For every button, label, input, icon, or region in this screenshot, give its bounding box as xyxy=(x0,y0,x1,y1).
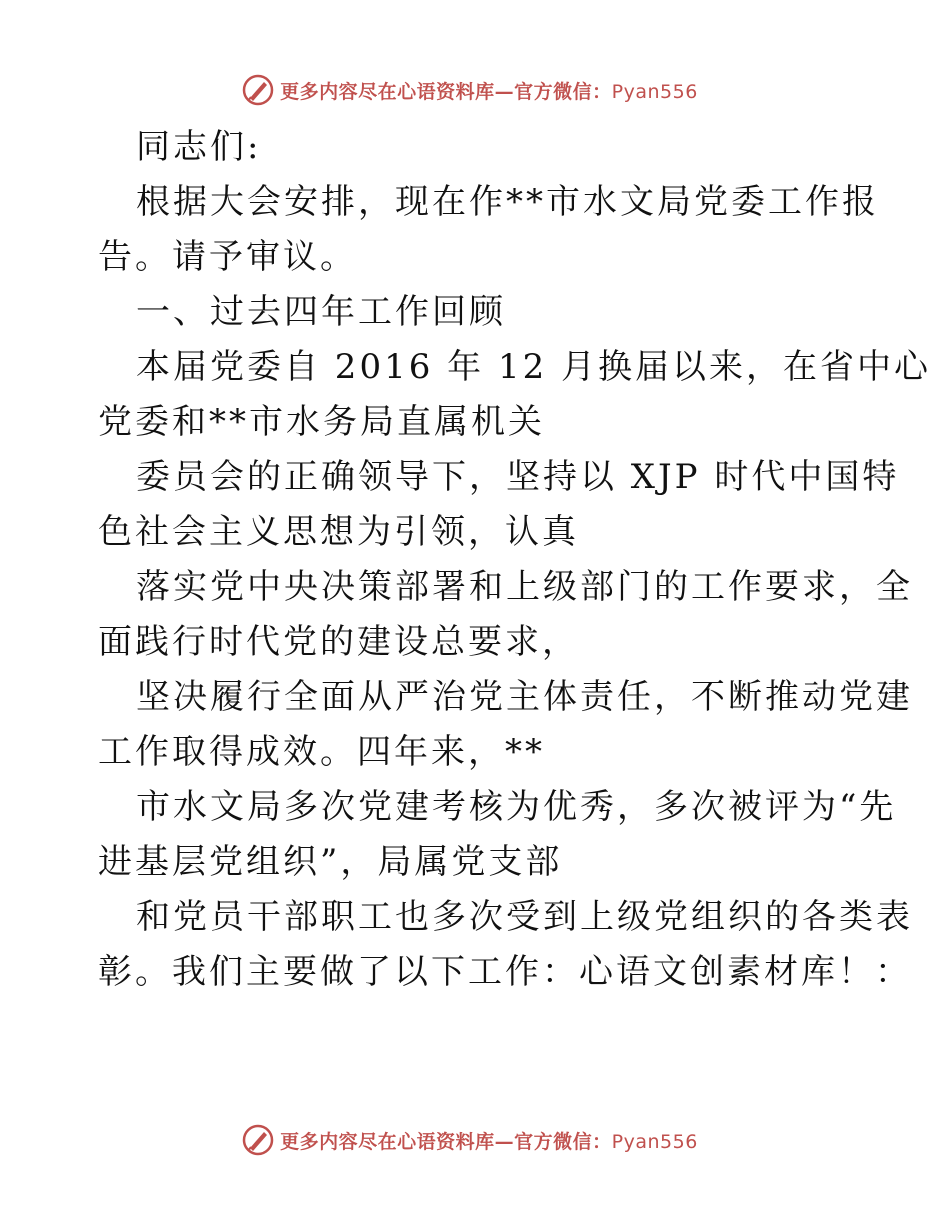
footer-banner-id: Pyan556 xyxy=(611,1130,698,1153)
paragraph-line: 委员会的正确领导下，坚持以 XJP 时代中国特 xyxy=(136,457,900,497)
quill-pen-logo-icon xyxy=(242,1124,274,1156)
footer-banner-inner xyxy=(242,1124,698,1156)
header-banner-cn: 更多内容尽在心语资料库—官方微信： xyxy=(280,80,612,103)
paragraph-line: 党委和**市水务局直属机关 xyxy=(98,402,545,442)
paragraph-line: 和党员干部职工也多次受到上级党组织的各类表 xyxy=(136,897,913,937)
paragraph-line: 工作取得成效。四年来，** xyxy=(98,732,545,772)
paragraph-line: 进基层党组织”，局属党支部 xyxy=(98,842,563,882)
paragraph-line: 根据大会安排，现在作**市水文局党委工作报 xyxy=(136,182,879,222)
footer-banner-text xyxy=(280,1127,698,1154)
footer-banner-cn: 更多内容尽在心语资料库—官方微信： xyxy=(280,1130,612,1153)
paragraph-line: 本届党委自 2016 年 12 月换届以来，在省中心 xyxy=(136,347,932,387)
paragraph-line: 色社会主义思想为引领，认真 xyxy=(98,512,579,552)
paragraph-line: 落实党中央决策部署和上级部门的工作要求，全 xyxy=(136,567,913,607)
header-banner-id: Pyan556 xyxy=(611,80,698,103)
header-banner xyxy=(0,70,950,110)
document-body xyxy=(98,120,932,1000)
paragraph-line: 面践行时代党的建设总要求， xyxy=(98,622,579,662)
header-banner-text xyxy=(280,77,698,104)
paragraph-line: 告。请予审议。 xyxy=(98,237,357,277)
paragraph-line: 彰。我们主要做了以下工作：心语文创素材库！： xyxy=(98,952,912,992)
quill-pen-logo-icon xyxy=(242,74,274,106)
header-banner-inner xyxy=(242,74,698,106)
section-heading: 一、过去四年工作回顾 xyxy=(136,292,506,332)
paragraph-line: 坚决履行全面从严治党主体责任，不断推动党建 xyxy=(136,677,913,717)
footer-banner xyxy=(0,1120,950,1160)
paragraph-line: 市水文局多次党建考核为优秀，多次被评为“先 xyxy=(136,787,897,827)
salutation: 同志们: xyxy=(136,127,262,167)
